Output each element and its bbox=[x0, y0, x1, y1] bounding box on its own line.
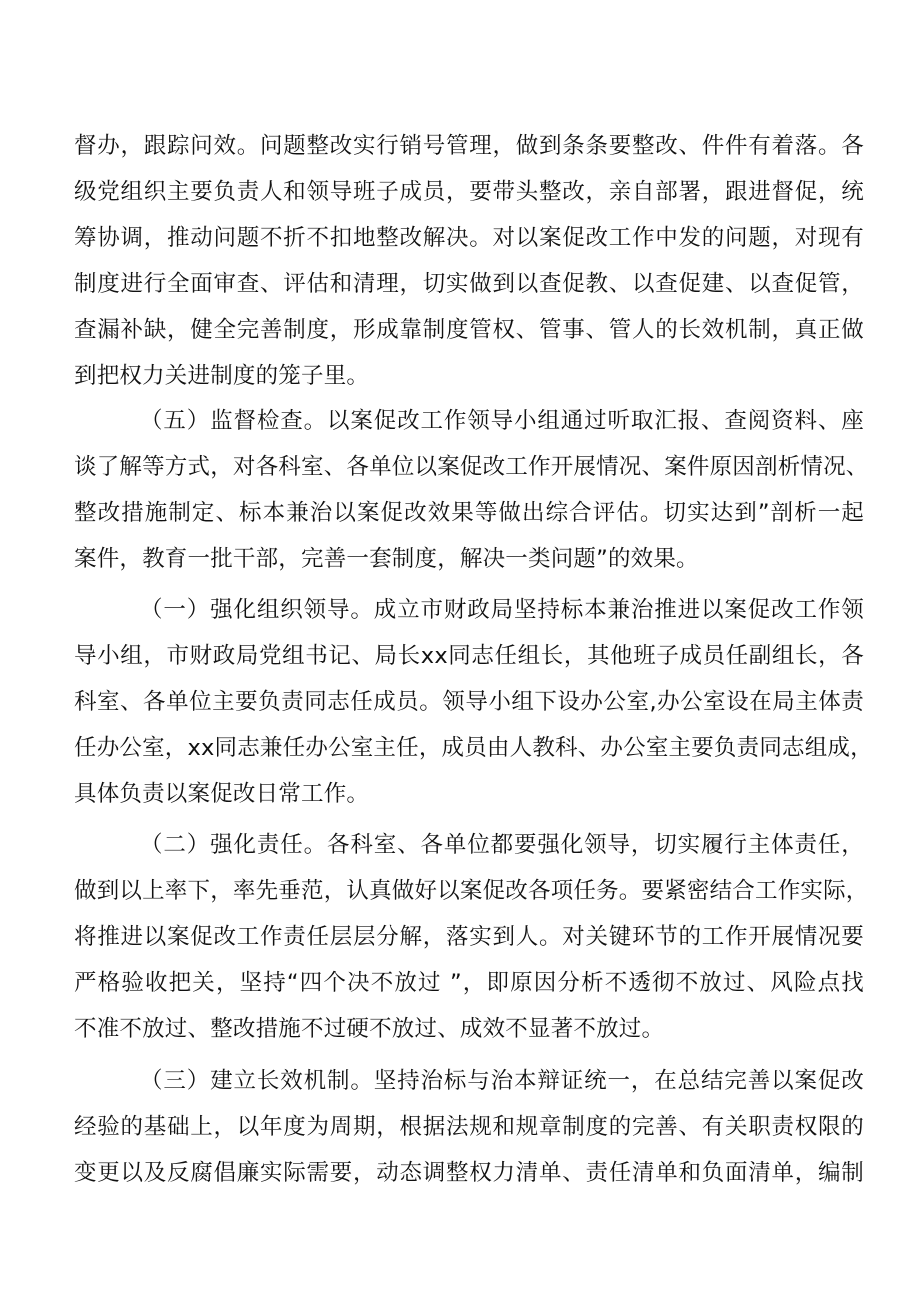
paragraph-three-long-term-mechanism bbox=[74, 1058, 864, 1196]
paragraph-one-organization-leadership bbox=[74, 587, 873, 817]
paragraph-five-supervision-inspection bbox=[74, 398, 869, 582]
paragraph-supervision-followup bbox=[74, 123, 864, 399]
text-line: 严格验收把关，坚持“四个决不放过 ”，即原因分析不透彻不放过、风险点找 bbox=[74, 970, 864, 996]
text-line: 谈了解等方式，对各科室、各单位以案促改工作开展情况、案件原因剖析情况、 bbox=[74, 454, 869, 480]
text-line: 变更以及反腐倡廉实际需要，动态调整权力清单、责任清单和负面清单，编制 bbox=[74, 1160, 864, 1186]
text-line: （五）监督检查。以案促改工作领导小组通过听取汇报、查阅资料、座 bbox=[140, 408, 864, 434]
text-line: 整改措施制定、标本兼治以案促改效果等做出综合评估。切实达到”剖析一起 bbox=[74, 500, 864, 526]
text-line: 查漏补缺，健全完善制度，形成靠制度管权、管事、管人的长效机制，真正做 bbox=[74, 317, 864, 343]
text-line: 经验的基础上，以年度为周期，根据法规和规章制度的完善、有关职责权限的 bbox=[74, 1114, 864, 1140]
text-line: 筹协调，推动问题不折不扣地整改解决。对以案促改工作中发的问题，对现有 bbox=[74, 225, 864, 251]
text-line: 到把权力关进制度的笼子里。 bbox=[74, 363, 370, 389]
text-line: 制度进行全面审查、评估和清理，切实做到以查促教、以查促建、以查促管， bbox=[74, 271, 864, 297]
text-line: （三）建立长效机制。坚持治标与治本辩证统一，在总结完善以案促改 bbox=[140, 1068, 864, 1094]
text-line: 导小组，市财政局党组书记、局长xx同志任组长，其他班子成员任副组长，各 bbox=[74, 643, 864, 669]
text-line: 案件，教育一批干部，完善一套制度，解决一类问题”的效果。 bbox=[74, 546, 699, 572]
text-line: 任办公室，xx同志兼任办公室主任，成员由人教科、办公室主要负责同志组成， bbox=[74, 735, 873, 761]
text-line: 督办，跟踪问效。问题整改实行销号管理，做到条条要整改、件件有着落。各 bbox=[74, 133, 864, 159]
paragraph-two-strengthen-responsibility bbox=[74, 822, 869, 1052]
text-line: 做到以上率下，率先垂范，认真做好以案促改各项任务。要紧密结合工作实际， bbox=[74, 878, 869, 904]
text-line: 将推进以案促改工作责任层层分解，落实到人。对关键环节的工作开展情况要 bbox=[74, 924, 864, 950]
text-line: 具体负责以案促改日常工作。 bbox=[74, 781, 370, 807]
text-line: （一）强化组织领导。成立市财政局坚持标本兼治推进以案促改工作领 bbox=[140, 597, 864, 623]
text-line: （二）强化责任。各科室、各单位都要强化领导，切实履行主体责任， bbox=[140, 832, 864, 858]
text-line: 不准不放过、整改措施不过硬不放过、成效不显著不放过。 bbox=[74, 1016, 665, 1042]
text-line: 级党组织主要负责人和领导班子成员，要带头整改，亲自部署，跟进督促，统 bbox=[74, 179, 864, 205]
text-line: 科室、各单位主要负责同志任成员。领导小组下设办公室,办公室设在局主体责 bbox=[74, 689, 864, 715]
